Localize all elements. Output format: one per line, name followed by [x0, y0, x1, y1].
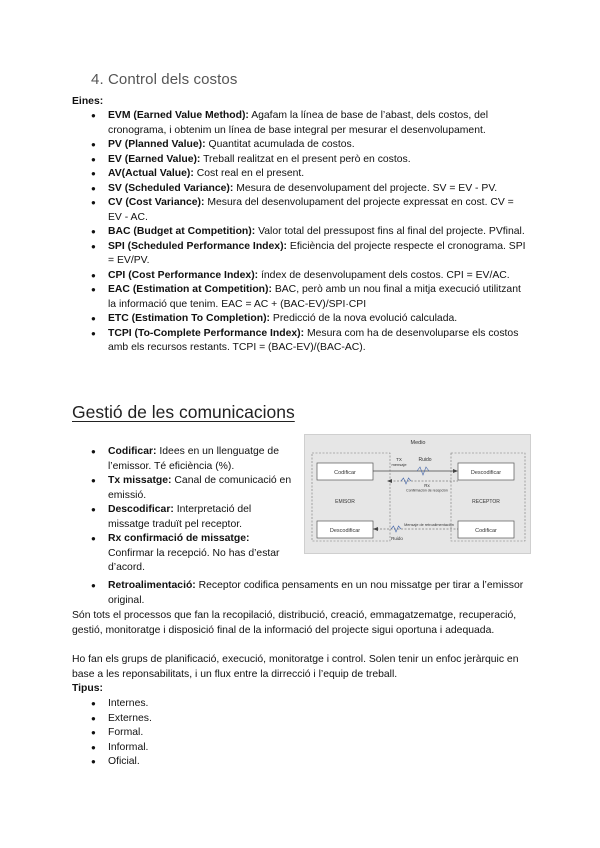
communication-steps-list — [73, 445, 295, 576]
eines-list — [73, 109, 528, 356]
list-item-etc: ● ETC (Estimation To Completion): Predicció de la nova evolució calculada. — [73, 312, 528, 327]
list-item-codificar: ● Codificar: Idees en un llenguatge de l’emissor. Té eficiència (%). — [73, 445, 295, 474]
eines-label: Eines: — [72, 96, 104, 107]
paragraph-processos: Són tots el processos que fan la recopilació, distribució, creació, emmagatzematge, recuperació, gestió, monitoratge i disposició final de la informació del projecte sigui oportuna i adequada. — [72, 610, 517, 636]
diagram-svg — [305, 435, 532, 555]
codificar-label-right: Codificar — [475, 528, 497, 534]
communication-model-diagram — [304, 434, 531, 554]
list-item-informal: ● Informal. — [73, 741, 273, 756]
descodificar-label-right: Descodificar — [470, 470, 502, 476]
list-item-internes: ● Internes. — [73, 697, 273, 712]
ruido-top-label: Ruido — [418, 457, 432, 463]
descodificar-label-left: Descodificar — [329, 528, 361, 534]
section-heading-control-costos: 4. Control dels costos — [91, 71, 238, 88]
codificar-label-left: Codificar — [334, 470, 356, 476]
list-item-tx-missatge: ● Tx missatge: Canal de comunicació en emissió. — [73, 474, 295, 503]
list-item-pv: ● PV (Planned Value): Quantitat acumulada de costos. — [73, 138, 528, 153]
list-item-spi: ● SPI (Scheduled Performance Index): Eficiència del projecte respecte el cronograma. SPI = EV/PV. — [73, 240, 528, 269]
list-item-av: ● AV(Actual Value): Cost real en el present. — [73, 167, 528, 182]
receptor-label: RECEPTOR — [472, 499, 500, 505]
feedback-arrowhead — [373, 527, 378, 531]
list-item-rx-confirmacio: ● Rx confirmació de missatge: Confirmar la recepció. No has d’estar d’acord. — [73, 532, 295, 576]
list-item-evm: ● EVM (Earned Value Method): Agafam la línea de base de l’abast, dels costos, del cronograma, i obtenim un línea de base integral per mesurar el desenvolupament. — [73, 109, 528, 138]
mensaje-retro-label: Mensaje de retroalimentación — [404, 523, 454, 527]
list-item-formal: ● Formal. — [73, 726, 273, 741]
diagram-medio-label: Medio — [410, 440, 426, 446]
list-item-bac: ● BAC (Budget at Competition): Valor total del pressupost fins al final del projecte. PVfinal. — [73, 225, 528, 240]
tx-arrowhead — [453, 469, 458, 473]
paragraph-grups: Ho fan els grups de planificació, execució, monitoratge i control. Solen tenir un enfoc jeràrquic en base a les reponsabilitats, i un flux entre la dirrecció i l’equip de treball. — [72, 654, 519, 680]
list-item-retroalimentacio: ● Retroalimentació: Receptor codifica pensaments en un nou missatge per tirar a l’emissor original. — [73, 579, 533, 608]
list-item-cpi: ● CPI (Cost Performance Index): índex de desenvolupament dels costos. CPI = EV/AC. — [73, 269, 528, 284]
list-item-cv: ● CV (Cost Variance): Mesura del desenvolupament del projecte expressat en cost. CV = EV - AC. — [73, 196, 528, 225]
rx-label: Rx — [424, 483, 430, 488]
section-heading-comunicacions: Gestió de les comunicacions — [72, 402, 295, 422]
ruido-bottom-label: Ruido — [391, 536, 403, 541]
tipus-label: Tipus: — [72, 683, 103, 694]
rx-arrowhead — [387, 479, 392, 483]
list-item-oficial: ● Oficial. — [73, 755, 273, 770]
list-item-sv: ● SV (Scheduled Variance): Mesura de desenvolupament del projecte. SV = EV - PV. — [73, 182, 528, 197]
emisor-label: EMISOR — [335, 499, 355, 505]
list-item-ev: ● EV (Earned Value): Treball realitzat en el present però en costos. — [73, 153, 528, 168]
list-item-tcpi: ● TCPI (To-Complete Performance Index): Mesura com ha de desenvoluparse els costos amb els recursos restants. TCPI = (BAC-EV)/(BAC-AC). — [73, 327, 528, 356]
confirmacion-label: Confirmación de recepción — [406, 488, 448, 493]
tx-label: TX — [396, 457, 402, 462]
list-item-descodificar: ● Descodificar: Interpretació del missatge traduït pel receptor. — [73, 503, 295, 532]
feedback-list — [73, 579, 533, 608]
list-item-externes: ● Externes. — [73, 712, 273, 727]
tipus-list — [73, 697, 273, 770]
list-item-eac: ● EAC (Estimation at Competition): BAC, però amb un nou final a mitja execució utilitzant la informació que tenim. EAC = AC + (BAC-EV)/SPI·CPI — [73, 283, 528, 312]
mensaje-label: mensaje — [391, 462, 407, 467]
